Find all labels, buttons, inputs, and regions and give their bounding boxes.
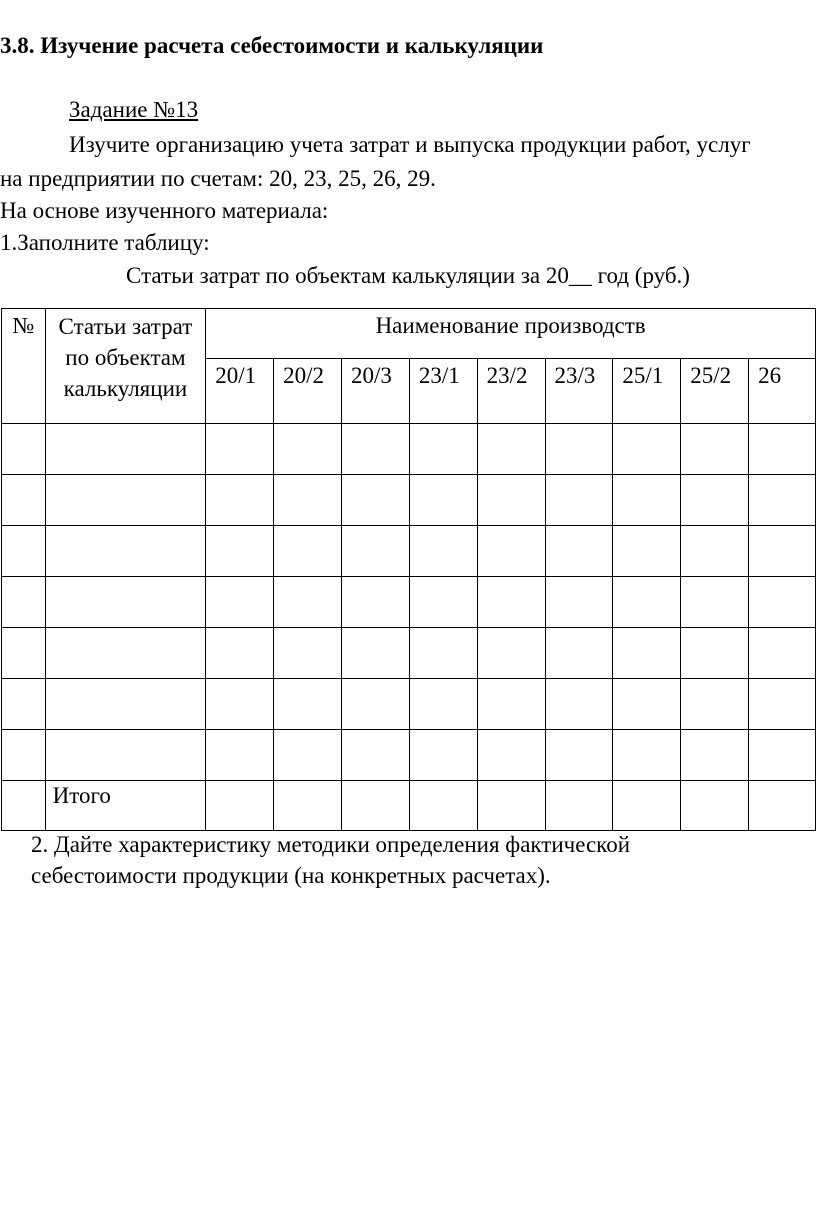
table-cell [409, 781, 477, 831]
table-cell [749, 475, 816, 526]
table-cell [749, 730, 816, 781]
table-cell [477, 475, 545, 526]
table-cell [613, 679, 681, 730]
header-col-20-3: 20/3 [341, 359, 409, 424]
header-col-20-2: 20/2 [274, 359, 342, 424]
table-cell [545, 526, 613, 577]
header-cost-items-line-3: калькуляции [63, 376, 188, 401]
table-cell [45, 475, 206, 526]
table-cell [2, 781, 46, 831]
table-cell [681, 526, 749, 577]
table-cell [681, 679, 749, 730]
table-cell [2, 475, 46, 526]
header-col-23-1: 23/1 [409, 359, 477, 424]
table-cell [681, 730, 749, 781]
task-text-line-1: Изучите организацию учета затрат и выпуска продукции работ, услуг [69, 132, 751, 157]
task-text-line-4: 1.Заполните таблицу: [0, 230, 210, 255]
table-cell [409, 424, 477, 475]
table-cell [2, 577, 46, 628]
table-cell [274, 730, 342, 781]
table-row [2, 475, 816, 526]
table-cell [409, 475, 477, 526]
table-cell [477, 424, 545, 475]
table-cell [45, 577, 206, 628]
header-cost-items [45, 309, 206, 424]
task-2-line-2: себестоимости продукции (на конкретных расчетах). [31, 863, 551, 888]
table-cell [749, 781, 816, 831]
table-cell [545, 679, 613, 730]
table-cell [409, 526, 477, 577]
table-cell [409, 730, 477, 781]
header-productions: Наименование производств [206, 309, 816, 359]
table-cell [2, 526, 46, 577]
header-cost-items-line-1: Статьи затрат [58, 314, 193, 339]
table-cell [2, 424, 46, 475]
table-cell [545, 781, 613, 831]
table-cell [681, 628, 749, 679]
table-cell [2, 730, 46, 781]
header-cost-items-line-2: по объектам [65, 345, 186, 370]
table-cell [749, 424, 816, 475]
table-cell [274, 424, 342, 475]
task-2 [31, 829, 630, 891]
table-cell [477, 577, 545, 628]
table-cell [274, 577, 342, 628]
table-caption: Статьи затрат по объектам калькуляции за 20__ год (руб.) [126, 263, 690, 288]
table-cell [749, 679, 816, 730]
table-cell [749, 526, 816, 577]
table-cell [206, 781, 274, 831]
table-cell [545, 475, 613, 526]
table-cell [613, 781, 681, 831]
table-cell [2, 628, 46, 679]
table-cell [341, 781, 409, 831]
table-row [2, 730, 816, 781]
table-cell [613, 526, 681, 577]
table-cell [206, 475, 274, 526]
table-cell [749, 628, 816, 679]
table-row [2, 628, 816, 679]
table-row [2, 577, 816, 628]
table-cell [206, 526, 274, 577]
table-cell [477, 526, 545, 577]
table-cell [341, 424, 409, 475]
table-cell [341, 526, 409, 577]
header-col-25-2: 25/2 [681, 359, 749, 424]
table-cell [613, 628, 681, 679]
table-cell [681, 424, 749, 475]
table-cell [341, 577, 409, 628]
table-cell [613, 475, 681, 526]
table-cell [274, 679, 342, 730]
table-cell [2, 679, 46, 730]
table-cell [681, 781, 749, 831]
table-cell [206, 679, 274, 730]
table-cell [45, 679, 206, 730]
table-cell [409, 679, 477, 730]
table-cell [545, 628, 613, 679]
table-cell [613, 730, 681, 781]
table-cell [545, 730, 613, 781]
table-cell [45, 730, 206, 781]
task-text-line-3: На основе изученного материала: [0, 198, 329, 223]
header-col-20-1: 20/1 [206, 359, 274, 424]
table-cell [681, 577, 749, 628]
header-col-26: 26 [749, 359, 816, 424]
table-cell [274, 526, 342, 577]
table-row-total [2, 781, 816, 831]
table-cell [206, 730, 274, 781]
table-cell [274, 781, 342, 831]
total-label: Итого [45, 781, 206, 831]
table-row [2, 679, 816, 730]
table-cell [545, 577, 613, 628]
table-cell [613, 577, 681, 628]
table-cell [681, 475, 749, 526]
cost-table [1, 308, 816, 831]
table-cell [409, 577, 477, 628]
table-cell [409, 628, 477, 679]
task-text-line-2: на предприятии по счетам: 20, 23, 25, 26, 29. [0, 166, 436, 191]
header-number: № [2, 309, 46, 424]
table-cell [206, 577, 274, 628]
task-title: Задание №13 [69, 97, 199, 122]
table-row [2, 424, 816, 475]
table-cell [45, 424, 206, 475]
table-cell [477, 781, 545, 831]
table-cell [545, 424, 613, 475]
table-cell [206, 628, 274, 679]
table-cell [45, 526, 206, 577]
table-cell [341, 730, 409, 781]
table-cell [613, 424, 681, 475]
header-col-23-2: 23/2 [477, 359, 545, 424]
table-row [2, 526, 816, 577]
header-col-25-1: 25/1 [613, 359, 681, 424]
table-cell [206, 424, 274, 475]
header-col-23-3: 23/3 [545, 359, 613, 424]
table-cell [341, 475, 409, 526]
table-cell [477, 628, 545, 679]
task-2-line-1: 2. Дайте характеристику методики определения фактической [31, 832, 630, 857]
table-cell [341, 628, 409, 679]
table-cell [749, 577, 816, 628]
section-heading: 3.8. Изучение расчета себестоимости и калькуляции [0, 33, 544, 58]
table-cell [45, 628, 206, 679]
table-cell [341, 679, 409, 730]
table-cell [477, 679, 545, 730]
table-cell [274, 628, 342, 679]
table-cell [477, 730, 545, 781]
table-cell [274, 475, 342, 526]
